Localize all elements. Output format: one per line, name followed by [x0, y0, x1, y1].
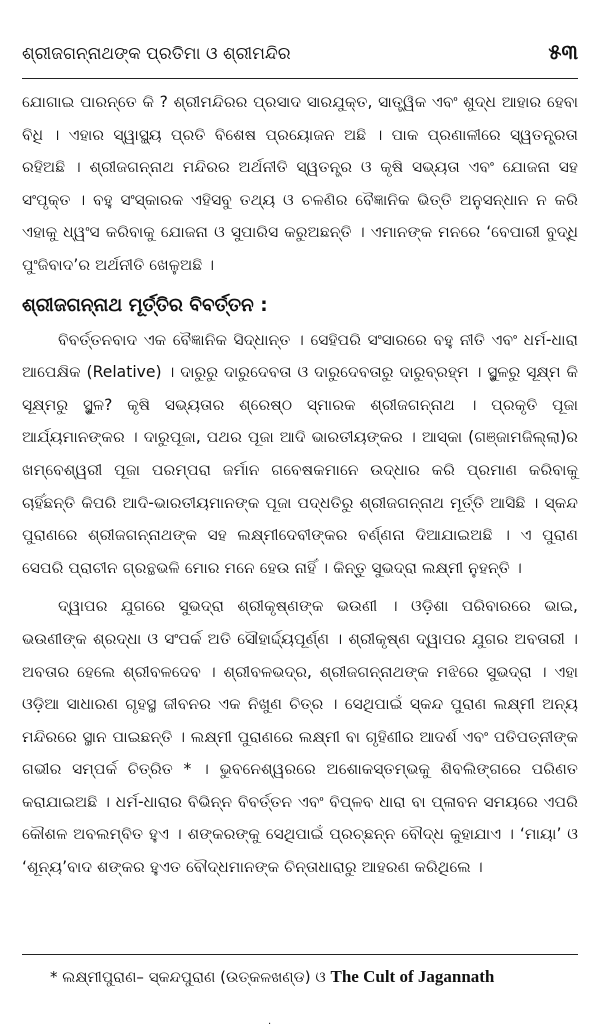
- footnote-text: ଲକ୍ଷ୍ମୀପୁରାଣ– ସ୍କନ୍ଦପୁରାଣ (ଉତ୍କଳଖଣ୍ଡ) ଓ: [62, 968, 326, 986]
- page-number: ୫୩: [548, 40, 578, 64]
- footnote-rule: [22, 954, 578, 955]
- header-rule: [22, 78, 578, 79]
- paragraph-evolution: ବିବର୍ତ୍ତନବାଦ ଏକ ବୈଜ୍ଞାନିକ ସିଦ୍ଧାନ୍ତ । ସେହିପରି ସଂସାରରେ ବହୁ ନୀତି ଏବଂ ଧର୍ମ-ଧାରା ଆପେକ୍ଷିକ (Relative) । ଦାରୁରୁ ଦାରୁଦେବତା ଓ ଦାରୁଦେବତାରୁ ଦାରୁବ୍ରହ୍ମ । ସ୍ଥୁଳରୁ ସୂକ୍ଷ୍ମ କି ସୂକ୍ଷ୍ମରୁ ସ୍ଥୁଳ? କୃଷି ସଭ୍ୟତାର ଶ୍ରେଷ୍ଠ ସ୍ମାରକ ଶ୍ରୀଜଗନ୍ନାଥ । ପ୍ରକୃତି ପୂଜା ଆର୍ଯ୍ୟମାନଙ୍କର । ଦାରୁପୂଜା, ପଥର ପୂଜା ଆଦି ଭାରତୀୟଙ୍କର । ଆସ୍କା (ଗଞ୍ଜାମଜିଲ୍ଲା)ର ଖମ୍ବେଶ୍ୱରୀ ପୂଜା ପରମ୍ପରା ଜର୍ମାନ ଗବେଷକମାନେ ଉଦ୍ଧାର କରି ପ୍ରମାଣ କରିବାକୁ ଚାହିଁଛନ୍ତି କିପରି ଆଦି-ଭାରତୀୟମାନଙ୍କ ପୂଜା ପଦ୍ଧତିରୁ ଶ୍ରୀଜଗନ୍ନାଥ ମୂର୍ତ୍ତି ଆସିଛି । ସ୍କନ୍ଦ ପୁରାଣରେ ଶ୍ରୀଜଗନ୍ନାଥଙ୍କ ସହ ଲକ୍ଷ୍ମୀଦେବୀଙ୍କର ବର୍ଣ୍ଣନା ଦିଆଯାଇଅଛି । ଏ ପୁରାଣ ସେପରି ପ୍ରାଚୀନ ଗ୍ରନ୍ଥଭଳି ମୋର ମନେ ହେଉ ନାହିଁ । କିନ୍ତୁ ସୁଭଦ୍ରା ଲକ୍ଷ୍ମୀ ନୁହନ୍ତି ।: [22, 330, 578, 577]
- section-heading: ଶ୍ରୀଜଗନ୍ନାଥ ମୂର୍ତ୍ତିର ବିବର୍ତ୍ତନ :: [22, 294, 268, 316]
- body-text: [22, 86, 578, 884]
- footnote-latin-title: The Cult of Jagannath: [330, 967, 495, 986]
- paragraph-continuation: ଯୋଗାଇ ପାରନ୍ତେ କି ? ଶ୍ରୀମନ୍ଦିରର ପ୍ରସାଦ ସାରଯୁକ୍ତ, ସାତ୍ତ୍ୱିକ ଏବଂ ଶୁଦ୍ଧ ଆହାର ହେବା ବିଧି । ଏହାର ସ୍ୱାସ୍ଥ୍ୟ ପ୍ରତି ବିଶେଷ ପ୍ରୟୋଜନ ଅଛି । ପାକ ପ୍ରଣାଳୀରେ ସ୍ୱତନ୍ତ୍ରତା ରହିଅଛି । ଶ୍ରୀଜଗନ୍ନାଥ ମନ୍ଦିରର ଅର୍ଥନୀତି ସ୍ୱତନ୍ତ୍ର ଓ କୃଷି ସଭ୍ୟତା ଏବଂ ଯୋଜନା ସହ ସଂପୃକ୍ତ । ବହୁ ସଂସ୍କାରକ ଏହିସବୁ ତଥ୍ୟ ଓ ଚଳଣିର ବୈଜ୍ଞାନିକ ଭିତ୍ତି ଅନୁସନ୍ଧାନ ନ କରି ଏହାକୁ ଧ୍ୱଂସ କରିବାକୁ ଯୋଜନା ଓ ସୁପାରିସ କରୁଅଛନ୍ତି । ଏମାନଙ୍କ ମନରେ ‘ବେପାରୀ ବୁଦ୍ଧି ପୁଂଜିବାଦ’ର ଅର୍ଥନୀତି ଖେଳୁଅଛି ।: [22, 93, 578, 274]
- page-edge-mark: ·: [268, 1019, 272, 1030]
- running-head-title: ଶ୍ରୀଜଗନ୍ନାଥଙ୍କ ପ୍ରତିମା ଓ ଶ୍ରୀମନ୍ଦିର: [22, 44, 291, 64]
- footnote-mark: *: [50, 968, 58, 986]
- paragraph-subhadra: ଦ୍ୱାପର ଯୁଗରେ ସୁଭଦ୍ରା ଶ୍ରୀକୃଷ୍ଣଙ୍କ ଭଉଣୀ । ଓଡ଼ିଶା ପରିବାରରେ ଭାଇ, ଭଉଣୀଙ୍କ ଶ୍ରଦ୍ଧା ଓ ସଂପର୍କ ଅତି ସୌହାର୍ଦ୍ଦ୍ୟପୂର୍ଣ୍ଣ । ଶ୍ରୀକୃଷ୍ଣ ଦ୍ୱାପର ଯୁଗର ଅବତାରୀ । ଅବତାର ହେଲେ ଶ୍ରୀବଳଦେବ । ଶ୍ରୀବଳଭଦ୍ର, ଶ୍ରୀଜଗନ୍ନାଥଙ୍କ ମଝିରେ ସୁଭଦ୍ରା । ଏହା ଓଡ଼ିଆ ସାଧାରଣ ଗୃହସ୍ଥ ଜୀବନର ଏକ ନିଖୁଣ ଚିତ୍ର । ସେଥିପାଇଁ ସ୍କନ୍ଦ ପୁରାଣ ଲକ୍ଷ୍ମୀ ଅନ୍ୟ ମନ୍ଦିରରେ ସ୍ଥାନ ପାଇଛନ୍ତି । ଲକ୍ଷ୍ମୀ ପୁରାଣରେ ଲକ୍ଷ୍ମୀ ବା ଗୃହିଣୀର ଆଦର୍ଶ ଏବଂ ପତିପତ୍ନୀଙ୍କ ଗଭୀର ସମ୍ପର୍କ ଚିତ୍ରିତ * । ଭୁବନେଶ୍ୱରରେ ଅଶୋକସ୍ତମ୍ଭକୁ ଶିବଲିଙ୍ଗରେ ପରିଣତ କରାଯାଇଅଛି । ଧର୍ମ-ଧାରାର ବିଭିନ୍ନ ବିବର୍ତ୍ତନ ଏବଂ ବିପ୍ଳବ ଧାରା ବା ପ୍ଳାବନ ସମୟରେ ଏପରି କୌଶଳ ଅବଲମ୍ବିତ ହୁଏ । ଶଙ୍କରଙ୍କୁ ସେଥିପାଇଁ ପ୍ରଚ୍ଛନ୍ନ ବୌଦ୍ଧ କୁହାଯାଏ । ‘ମାୟା’ ଓ ‘ଶୂନ୍ୟ’ବାଦ ଶଙ୍କର ହୁଏତ ବୌଦ୍ଧମାନଙ୍କ ଚିନ୍ତାଧାରାରୁ ଆହରଣ କରିଥିଲେ ।: [22, 597, 578, 877]
- footnote: [50, 962, 588, 992]
- running-head: [22, 40, 578, 65]
